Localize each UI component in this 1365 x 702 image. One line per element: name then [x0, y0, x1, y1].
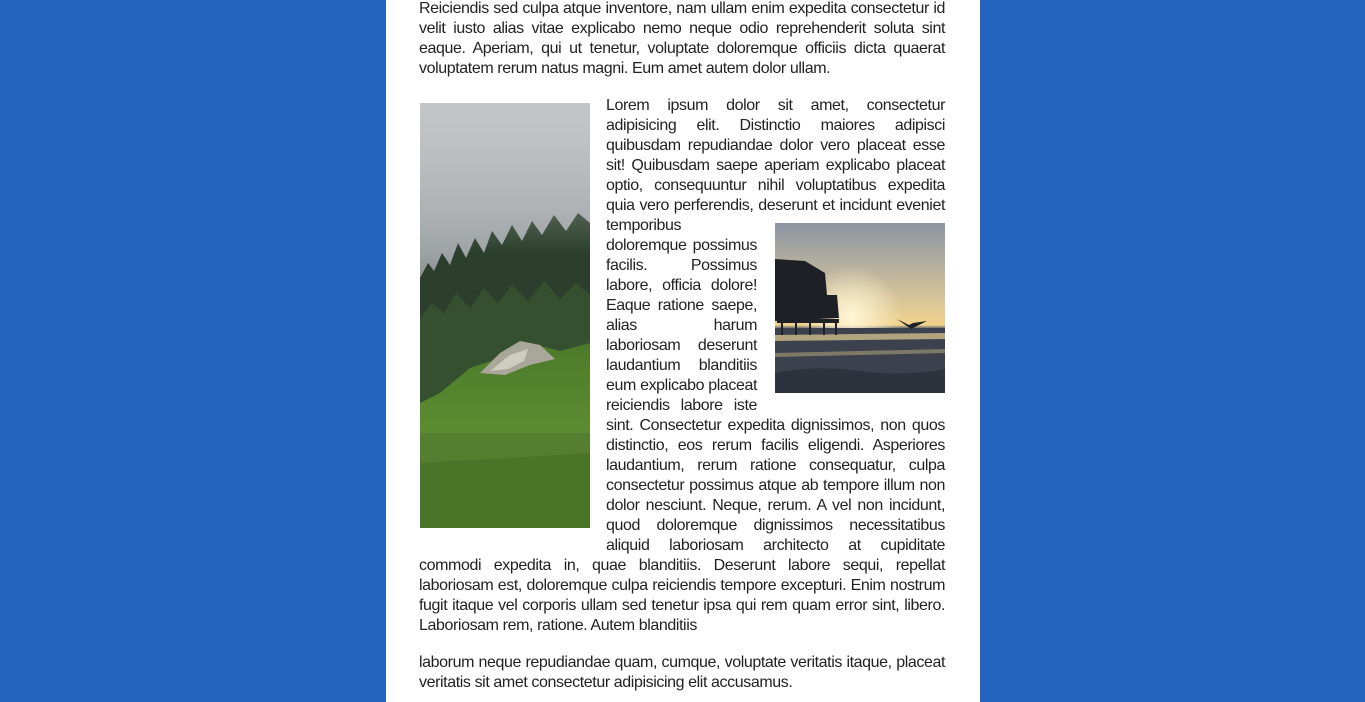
- article-paragraph: laborum neque repudiandae quam, cumque, voluptate veritatis itaque, placeat veritatis sit amet consectetur adipisicing elit accusamus.: [419, 654, 945, 691]
- article-paragraph-continued: incidunt eveniet temporibus doloremque possimus facilis. Possimus labore, officia dolore! Eaque ratione saepe, alias harum laboriosam deserunt laudantium blanditiis eum explicabo placeat reiciendis labore iste sint. Consectetur expedita dignissimos, non quos distinctio, eos rerum facilis eligendi. Asperiores laudantium, rerum ratione consequatur, culpa consectetur possimus atque ab tempore illum non dolor nesciunt. Neque, rerum. A vel non incidunt, quod doloremque dignissimos necessitatibus aliquid laboriosam architecto at cupiditate commodi expedita in, quae blanditiis. Deserunt labore sequi, repellat laboriosam est, doloremque culpa reiciendis tempore excepturi. Enim nostrum fugit itaque vel corporis ullam sed tenetur ipsa qui rem quam error sint, libero. Laboriosam rem, ratione. Autem blanditiis: [419, 197, 945, 634]
- article-paragraph: Reiciendis sed culpa atque inventore, nam ullam enim expedita consectetur id velit iusto alias vitae explicabo nemo neque odio reprehenderit soluta sint eaque. Aperiam, qui ut tenetur, voluptate doloremque officiis dicta quaerat voluptatem rerum natus magni. Eum amet autem dolor ullam.: [419, 0, 945, 77]
- article-page: [386, 0, 980, 702]
- article-content: [419, 0, 945, 702]
- article-paragraph-lead: Lorem ipsum dolor sit amet, consectetur adipisicing elit. Distinctio maiores adipisci quibusdam repudiandae dolor vero placeat esse sit! Quibusdam saepe aperiam explicabo placeat optio, consequuntur nihil voluptatibus expedita quia vero perferendis, deserunt et: [606, 97, 945, 214]
- forest-photo: [420, 103, 590, 528]
- sunset-pier-photo: [775, 223, 945, 393]
